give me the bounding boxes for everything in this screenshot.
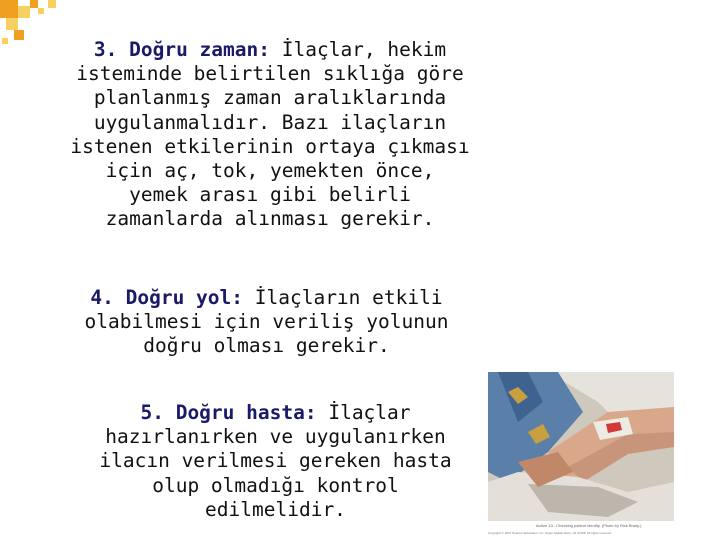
heading-right-route: 4. Doğru yol:	[90, 286, 244, 309]
caption-text: Action 13-: Checking patient identity. (Photo by Rick Brady.)	[536, 523, 642, 528]
text-right-route: İlaçların etkili olabilmesi için veriliş yolunun doğru olması gerekir.	[84, 286, 449, 358]
photo-caption	[488, 521, 674, 539]
patient-identity-photo	[488, 372, 674, 530]
text-right-patient: İlaçlar hazırlanırken ve uygulanırken ilacın verilmesi gereken hasta olup olmadığı kontrol edilmelidir.	[99, 401, 452, 521]
heading-right-time: 3. Doğru zaman:	[93, 38, 270, 61]
paragraph-right-time	[60, 38, 480, 232]
text-right-time: İlaçlar, hekim isteminde belirtilen sıklığa göre planlanmış zaman aralıklarında uygulanmalıdır. Bazı ilaçların istenen etkilerinin ortaya çıkması için aç, tok, yemekten önce, yemek arası gibi belirli zamanlarda alınması gerekir.	[70, 38, 470, 231]
heading-right-patient: 5. Doğru hasta:	[140, 401, 317, 424]
copyright-text: Copyright © 2007 Pearson Education, Inc. Upper Saddle River, NJ 07458. All rights reserved.	[488, 531, 612, 535]
paragraph-right-route	[84, 286, 449, 359]
paragraph-right-patient	[88, 401, 463, 522]
wristband-illustration	[488, 372, 674, 530]
